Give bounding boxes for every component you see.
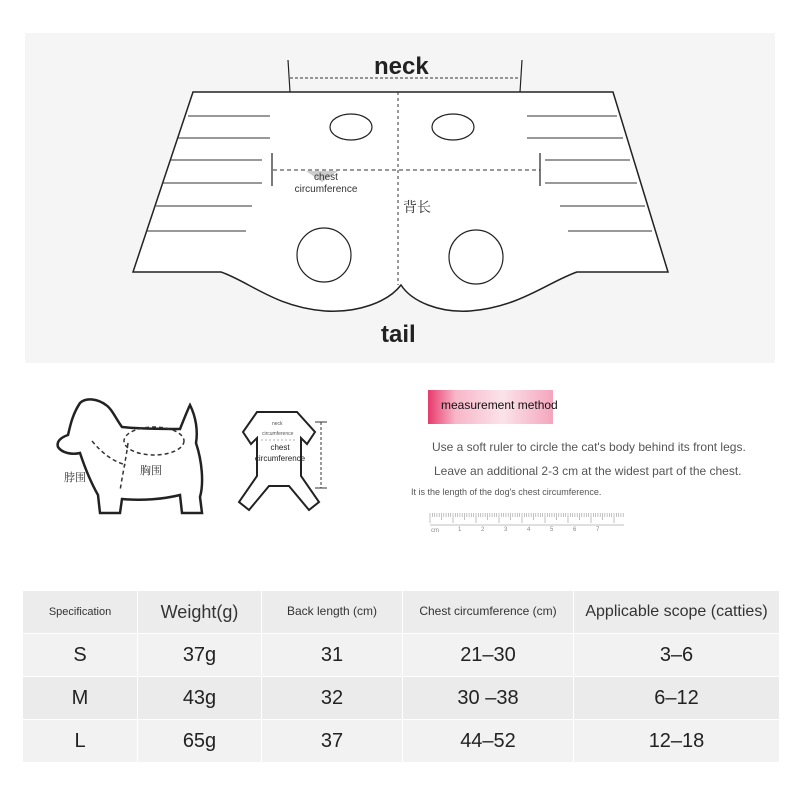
- cell-chest: 21–30: [403, 634, 574, 677]
- table-row: [23, 720, 780, 763]
- cell-back-length: 31: [262, 634, 403, 677]
- ruler-unit: cm: [431, 528, 439, 534]
- ruler-number: 3: [504, 527, 508, 533]
- cell-scope: 12–18: [574, 720, 780, 763]
- leg-hole-right: [449, 230, 503, 284]
- header-back-length: Back length (cm): [262, 591, 403, 634]
- cell-size: M: [23, 677, 138, 720]
- ruler-number: 2: [481, 527, 485, 533]
- cell-scope: 6–12: [574, 677, 780, 720]
- dog-illustration: [52, 395, 212, 520]
- method-line-3: It is the length of the dog's chest circumference.: [411, 487, 602, 497]
- table-header-row: [23, 591, 780, 634]
- arm-hole-right: [432, 114, 474, 140]
- chest-circumference-label: chest circumference: [294, 172, 358, 195]
- header-specification: Specification: [23, 591, 138, 634]
- garment-outline: [133, 92, 668, 311]
- garment-chest-label: chest circumference: [254, 443, 306, 463]
- size-table: [22, 590, 780, 763]
- dog-chest-label: 胸围: [140, 464, 162, 477]
- leg-hole-left: [297, 228, 351, 282]
- cell-chest: 30 –38: [403, 677, 574, 720]
- ruler-number: 6: [573, 527, 577, 533]
- dog-neck-label: 脖围: [64, 471, 86, 484]
- ruler-illustration: [428, 511, 628, 527]
- cell-size: S: [23, 634, 138, 677]
- neck-label: neck: [374, 53, 429, 80]
- cell-chest: 44–52: [403, 720, 574, 763]
- ruler-number: 1: [458, 527, 462, 533]
- garment-neck-label: neck: [272, 421, 283, 427]
- tail-label: tail: [381, 321, 416, 348]
- ruler-number: 4: [527, 527, 531, 533]
- cell-weight: 37g: [138, 634, 262, 677]
- ruler-number: 7: [596, 527, 600, 533]
- cell-weight: 65g: [138, 720, 262, 763]
- cell-back-length: 32: [262, 677, 403, 720]
- table-row: [23, 677, 780, 720]
- cell-back-length: 37: [262, 720, 403, 763]
- garment-circ-label: circumference: [262, 431, 294, 437]
- dog-outline: [58, 399, 202, 513]
- ruler-number: 5: [550, 527, 554, 533]
- cell-scope: 3–6: [574, 634, 780, 677]
- method-line-1: Use a soft ruler to circle the cat's body behind its front legs.: [432, 440, 746, 454]
- cell-size: L: [23, 720, 138, 763]
- table-row: [23, 634, 780, 677]
- header-chest-circumference: Chest circumference (cm): [403, 591, 574, 634]
- cell-weight: 43g: [138, 677, 262, 720]
- header-weight: Weight(g): [138, 591, 262, 634]
- method-line-2: Leave an additional 2-3 cm at the widest part of the chest.: [434, 464, 742, 478]
- header-applicable-scope: Applicable scope (catties): [574, 591, 780, 634]
- method-title: measurement method: [441, 398, 558, 412]
- arm-hole-left: [330, 114, 372, 140]
- back-length-label: 背长: [403, 200, 431, 216]
